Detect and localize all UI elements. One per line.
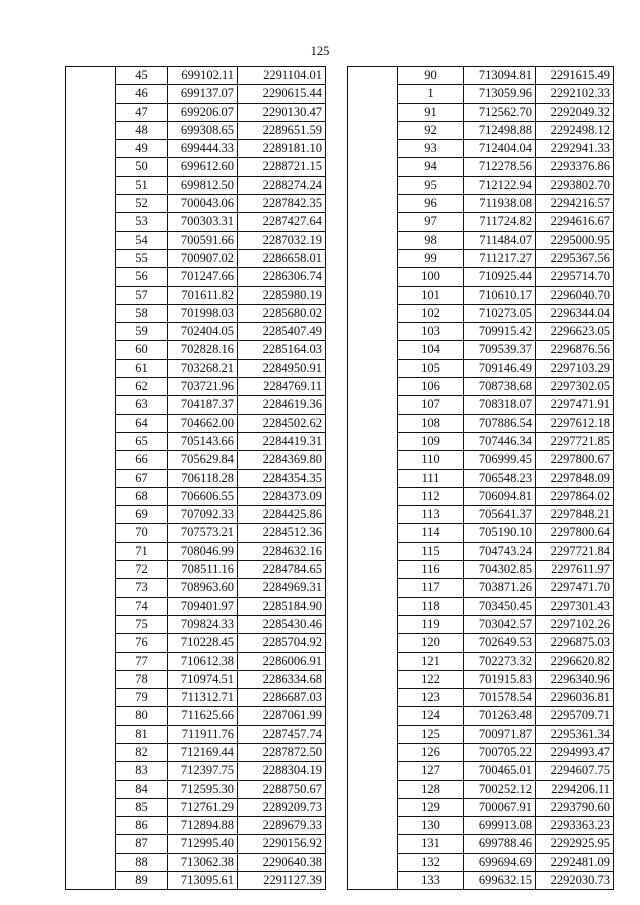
point-number: 118: [398, 597, 464, 615]
point-number: 79: [116, 689, 168, 707]
y-coordinate: 2286006.91: [238, 652, 326, 670]
y-coordinate: 2291104.01: [238, 67, 326, 85]
x-coordinate: 707573.21: [168, 524, 238, 542]
point-number: 98: [398, 231, 464, 249]
x-coordinate: 711911.76: [168, 725, 238, 743]
y-coordinate: 2297103.29: [536, 359, 614, 377]
y-coordinate: 2296620.82: [536, 652, 614, 670]
point-number: 100: [398, 268, 464, 286]
x-coordinate: 706548.23: [464, 469, 536, 487]
x-coordinate: 712397.75: [168, 762, 238, 780]
y-coordinate: 2287427.64: [238, 213, 326, 231]
point-number: 129: [398, 798, 464, 816]
point-number: 112: [398, 487, 464, 505]
point-number: 49: [116, 140, 168, 158]
point-number: 80: [116, 707, 168, 725]
x-coordinate: 713062.38: [168, 853, 238, 871]
x-coordinate: 710612.38: [168, 652, 238, 670]
x-coordinate: 709539.37: [464, 341, 536, 359]
point-number: 66: [116, 451, 168, 469]
x-coordinate: 712995.40: [168, 835, 238, 853]
blank-column: [66, 67, 116, 890]
y-coordinate: 2297721.85: [536, 432, 614, 450]
y-coordinate: 2284784.65: [238, 561, 326, 579]
x-coordinate: 705143.66: [168, 432, 238, 450]
y-coordinate: 2297612.18: [536, 414, 614, 432]
x-coordinate: 699308.65: [168, 121, 238, 139]
x-coordinate: 702649.53: [464, 634, 536, 652]
x-coordinate: 710610.17: [464, 286, 536, 304]
y-coordinate: 2284950.91: [238, 359, 326, 377]
y-coordinate: 2288750.67: [238, 780, 326, 798]
x-coordinate: 711625.66: [168, 707, 238, 725]
y-coordinate: 2285680.02: [238, 304, 326, 322]
y-coordinate: 2288304.19: [238, 762, 326, 780]
y-coordinate: 2285407.49: [238, 323, 326, 341]
point-number: 84: [116, 780, 168, 798]
point-number: 63: [116, 396, 168, 414]
y-coordinate: 2296344.04: [536, 304, 614, 322]
point-number: 133: [398, 872, 464, 890]
x-coordinate: 711938.08: [464, 195, 536, 213]
x-coordinate: 704187.37: [168, 396, 238, 414]
point-number: 105: [398, 359, 464, 377]
point-number: 117: [398, 579, 464, 597]
y-coordinate: 2293790.60: [536, 798, 614, 816]
point-number: 46: [116, 85, 168, 103]
x-coordinate: 700591.66: [168, 231, 238, 249]
x-coordinate: 700252.12: [464, 780, 536, 798]
y-coordinate: 2295361.34: [536, 725, 614, 743]
y-coordinate: 2293376.86: [536, 158, 614, 176]
x-coordinate: 703042.57: [464, 615, 536, 633]
point-number: 90: [398, 67, 464, 85]
x-coordinate: 708963.60: [168, 579, 238, 597]
x-coordinate: 710228.45: [168, 634, 238, 652]
x-coordinate: 707092.33: [168, 506, 238, 524]
y-coordinate: 2287032.19: [238, 231, 326, 249]
y-coordinate: 2292941.33: [536, 140, 614, 158]
y-coordinate: 2296623.05: [536, 323, 614, 341]
y-coordinate: 2295714.70: [536, 268, 614, 286]
x-coordinate: 701611.82: [168, 286, 238, 304]
point-number: 60: [116, 341, 168, 359]
y-coordinate: 2292481.09: [536, 853, 614, 871]
x-coordinate: 712595.30: [168, 780, 238, 798]
x-coordinate: 713094.81: [464, 67, 536, 85]
y-coordinate: 2285980.19: [238, 286, 326, 304]
y-coordinate: 2289209.73: [238, 798, 326, 816]
y-coordinate: 2291615.49: [536, 67, 614, 85]
point-number: 69: [116, 506, 168, 524]
x-coordinate: 700907.02: [168, 249, 238, 267]
x-coordinate: 708511.16: [168, 561, 238, 579]
point-number: 114: [398, 524, 464, 542]
point-number: 111: [398, 469, 464, 487]
point-number: 127: [398, 762, 464, 780]
x-coordinate: 699913.08: [464, 817, 536, 835]
x-coordinate: 712498.88: [464, 121, 536, 139]
y-coordinate: 2296040.70: [536, 286, 614, 304]
x-coordinate: 700971.87: [464, 725, 536, 743]
x-coordinate: 710974.51: [168, 670, 238, 688]
point-number: 123: [398, 689, 464, 707]
y-coordinate: 2284419.31: [238, 432, 326, 450]
y-coordinate: 2288721.15: [238, 158, 326, 176]
x-coordinate: 712894.88: [168, 817, 238, 835]
point-number: 73: [116, 579, 168, 597]
point-number: 64: [116, 414, 168, 432]
y-coordinate: 2285430.46: [238, 615, 326, 633]
point-number: 120: [398, 634, 464, 652]
y-coordinate: 2292030.73: [536, 872, 614, 890]
x-coordinate: 699137.07: [168, 85, 238, 103]
x-coordinate: 702828.16: [168, 341, 238, 359]
x-coordinate: 713095.61: [168, 872, 238, 890]
y-coordinate: 2295367.56: [536, 249, 614, 267]
x-coordinate: 712278.56: [464, 158, 536, 176]
y-coordinate: 2290130.47: [238, 103, 326, 121]
coordinates-table-right: [347, 66, 614, 890]
point-number: 52: [116, 195, 168, 213]
point-number: 96: [398, 195, 464, 213]
y-coordinate: 2297848.21: [536, 506, 614, 524]
point-number: 124: [398, 707, 464, 725]
point-number: 57: [116, 286, 168, 304]
point-number: 91: [398, 103, 464, 121]
y-coordinate: 2287457.74: [238, 725, 326, 743]
y-coordinate: 2297864.02: [536, 487, 614, 505]
point-number: 119: [398, 615, 464, 633]
point-number: 62: [116, 378, 168, 396]
point-number: 89: [116, 872, 168, 890]
point-number: 108: [398, 414, 464, 432]
point-number: 61: [116, 359, 168, 377]
x-coordinate: 713059.96: [464, 85, 536, 103]
y-coordinate: 2292925.95: [536, 835, 614, 853]
y-coordinate: 2287061.99: [238, 707, 326, 725]
x-coordinate: 699612.60: [168, 158, 238, 176]
y-coordinate: 2286658.01: [238, 249, 326, 267]
x-coordinate: 708046.99: [168, 542, 238, 560]
x-coordinate: 706118.28: [168, 469, 238, 487]
x-coordinate: 703721.96: [168, 378, 238, 396]
point-number: 130: [398, 817, 464, 835]
point-number: 116: [398, 561, 464, 579]
y-coordinate: 2296036.81: [536, 689, 614, 707]
point-number: 126: [398, 743, 464, 761]
y-coordinate: 2294993.47: [536, 743, 614, 761]
point-number: 106: [398, 378, 464, 396]
point-number: 45: [116, 67, 168, 85]
point-number: 70: [116, 524, 168, 542]
y-coordinate: 2284425.86: [238, 506, 326, 524]
y-coordinate: 2284619.36: [238, 396, 326, 414]
point-number: 101: [398, 286, 464, 304]
y-coordinate: 2288274.24: [238, 176, 326, 194]
y-coordinate: 2285704.92: [238, 634, 326, 652]
x-coordinate: 712761.29: [168, 798, 238, 816]
y-coordinate: 2285164.03: [238, 341, 326, 359]
x-coordinate: 701578.54: [464, 689, 536, 707]
y-coordinate: 2296876.56: [536, 341, 614, 359]
x-coordinate: 708318.07: [464, 396, 536, 414]
x-coordinate: 712404.04: [464, 140, 536, 158]
point-number: 74: [116, 597, 168, 615]
x-coordinate: 699788.46: [464, 835, 536, 853]
y-coordinate: 2294616.67: [536, 213, 614, 231]
y-coordinate: 2289679.33: [238, 817, 326, 835]
x-coordinate: 705641.37: [464, 506, 536, 524]
point-number: 47: [116, 103, 168, 121]
x-coordinate: 699444.33: [168, 140, 238, 158]
x-coordinate: 709824.33: [168, 615, 238, 633]
x-coordinate: 700465.01: [464, 762, 536, 780]
y-coordinate: 2284632.16: [238, 542, 326, 560]
x-coordinate: 703871.26: [464, 579, 536, 597]
x-coordinate: 712562.70: [464, 103, 536, 121]
y-coordinate: 2286334.68: [238, 670, 326, 688]
y-coordinate: 2297800.67: [536, 451, 614, 469]
x-coordinate: 700043.06: [168, 195, 238, 213]
y-coordinate: 2284502.62: [238, 414, 326, 432]
y-coordinate: 2292498.12: [536, 121, 614, 139]
point-number: 83: [116, 762, 168, 780]
point-number: 67: [116, 469, 168, 487]
x-coordinate: 705190.10: [464, 524, 536, 542]
point-number: 48: [116, 121, 168, 139]
x-coordinate: 709915.42: [464, 323, 536, 341]
point-number: 115: [398, 542, 464, 560]
y-coordinate: 2297471.70: [536, 579, 614, 597]
x-coordinate: 699206.07: [168, 103, 238, 121]
point-number: 78: [116, 670, 168, 688]
point-number: 97: [398, 213, 464, 231]
point-number: 93: [398, 140, 464, 158]
x-coordinate: 700705.22: [464, 743, 536, 761]
point-number: 113: [398, 506, 464, 524]
x-coordinate: 711724.82: [464, 213, 536, 231]
x-coordinate: 703450.45: [464, 597, 536, 615]
y-coordinate: 2284369.80: [238, 451, 326, 469]
point-number: 1: [398, 85, 464, 103]
y-coordinate: 2296340.96: [536, 670, 614, 688]
y-coordinate: 2297611.97: [536, 561, 614, 579]
x-coordinate: 706094.81: [464, 487, 536, 505]
point-number: 82: [116, 743, 168, 761]
y-coordinate: 2297800.64: [536, 524, 614, 542]
x-coordinate: 701263.48: [464, 707, 536, 725]
x-coordinate: 700067.91: [464, 798, 536, 816]
y-coordinate: 2286687.03: [238, 689, 326, 707]
point-number: 87: [116, 835, 168, 853]
point-number: 56: [116, 268, 168, 286]
y-coordinate: 2284769.11: [238, 378, 326, 396]
coordinates-table-left: [65, 66, 326, 890]
point-number: 72: [116, 561, 168, 579]
point-number: 71: [116, 542, 168, 560]
point-number: 88: [116, 853, 168, 871]
point-number: 102: [398, 304, 464, 322]
x-coordinate: 699102.11: [168, 67, 238, 85]
point-number: 121: [398, 652, 464, 670]
point-number: 75: [116, 615, 168, 633]
point-number: 77: [116, 652, 168, 670]
y-coordinate: 2289651.59: [238, 121, 326, 139]
y-coordinate: 2291127.39: [238, 872, 326, 890]
x-coordinate: 707446.34: [464, 432, 536, 450]
x-coordinate: 710273.05: [464, 304, 536, 322]
x-coordinate: 711217.27: [464, 249, 536, 267]
point-number: 104: [398, 341, 464, 359]
point-number: 68: [116, 487, 168, 505]
x-coordinate: 712122.94: [464, 176, 536, 194]
x-coordinate: 703268.21: [168, 359, 238, 377]
y-coordinate: 2293363.23: [536, 817, 614, 835]
page-number: 125: [310, 44, 330, 58]
point-number: 59: [116, 323, 168, 341]
point-number: 131: [398, 835, 464, 853]
x-coordinate: 708738.68: [464, 378, 536, 396]
y-coordinate: 2284969.31: [238, 579, 326, 597]
x-coordinate: 699694.69: [464, 853, 536, 871]
point-number: 95: [398, 176, 464, 194]
x-coordinate: 711312.71: [168, 689, 238, 707]
y-coordinate: 2289181.10: [238, 140, 326, 158]
y-coordinate: 2286306.74: [238, 268, 326, 286]
y-coordinate: 2295000.95: [536, 231, 614, 249]
x-coordinate: 712169.44: [168, 743, 238, 761]
y-coordinate: 2297102.26: [536, 615, 614, 633]
point-number: 86: [116, 817, 168, 835]
x-coordinate: 702273.32: [464, 652, 536, 670]
y-coordinate: 2292102.33: [536, 85, 614, 103]
point-number: 99: [398, 249, 464, 267]
y-coordinate: 2297471.91: [536, 396, 614, 414]
x-coordinate: 701915.83: [464, 670, 536, 688]
y-coordinate: 2294607.75: [536, 762, 614, 780]
x-coordinate: 701998.03: [168, 304, 238, 322]
x-coordinate: 706606.55: [168, 487, 238, 505]
x-coordinate: 699812.50: [168, 176, 238, 194]
x-coordinate: 709146.49: [464, 359, 536, 377]
y-coordinate: 2290615.44: [238, 85, 326, 103]
point-number: 65: [116, 432, 168, 450]
point-number: 92: [398, 121, 464, 139]
point-number: 103: [398, 323, 464, 341]
x-coordinate: 705629.84: [168, 451, 238, 469]
x-coordinate: 701247.66: [168, 268, 238, 286]
x-coordinate: 702404.05: [168, 323, 238, 341]
x-coordinate: 706999.45: [464, 451, 536, 469]
point-number: 94: [398, 158, 464, 176]
y-coordinate: 2293802.70: [536, 176, 614, 194]
y-coordinate: 2290640.38: [238, 853, 326, 871]
point-number: 107: [398, 396, 464, 414]
point-number: 54: [116, 231, 168, 249]
point-number: 76: [116, 634, 168, 652]
y-coordinate: 2290156.92: [238, 835, 326, 853]
y-coordinate: 2285184.90: [238, 597, 326, 615]
x-coordinate: 700303.31: [168, 213, 238, 231]
table-row: [348, 67, 614, 85]
y-coordinate: 2295709.71: [536, 707, 614, 725]
y-coordinate: 2297848.09: [536, 469, 614, 487]
x-coordinate: 711484.07: [464, 231, 536, 249]
y-coordinate: 2294206.11: [536, 780, 614, 798]
y-coordinate: 2284373.09: [238, 487, 326, 505]
point-number: 81: [116, 725, 168, 743]
point-number: 55: [116, 249, 168, 267]
point-number: 53: [116, 213, 168, 231]
point-number: 58: [116, 304, 168, 322]
point-number: 125: [398, 725, 464, 743]
point-number: 50: [116, 158, 168, 176]
table-row: [66, 67, 326, 85]
x-coordinate: 704302.85: [464, 561, 536, 579]
y-coordinate: 2297721.84: [536, 542, 614, 560]
point-number: 122: [398, 670, 464, 688]
point-number: 110: [398, 451, 464, 469]
blank-column: [348, 67, 398, 890]
x-coordinate: 710925.44: [464, 268, 536, 286]
x-coordinate: 704743.24: [464, 542, 536, 560]
x-coordinate: 709401.97: [168, 597, 238, 615]
x-coordinate: 704662.00: [168, 414, 238, 432]
y-coordinate: 2297301.43: [536, 597, 614, 615]
x-coordinate: 707886.54: [464, 414, 536, 432]
y-coordinate: 2287872.50: [238, 743, 326, 761]
y-coordinate: 2292049.32: [536, 103, 614, 121]
point-number: 128: [398, 780, 464, 798]
x-coordinate: 699632.15: [464, 872, 536, 890]
point-number: 51: [116, 176, 168, 194]
y-coordinate: 2284512.36: [238, 524, 326, 542]
y-coordinate: 2284354.35: [238, 469, 326, 487]
y-coordinate: 2287842.35: [238, 195, 326, 213]
y-coordinate: 2297302.05: [536, 378, 614, 396]
point-number: 85: [116, 798, 168, 816]
point-number: 109: [398, 432, 464, 450]
point-number: 132: [398, 853, 464, 871]
y-coordinate: 2296875.03: [536, 634, 614, 652]
y-coordinate: 2294216.57: [536, 195, 614, 213]
